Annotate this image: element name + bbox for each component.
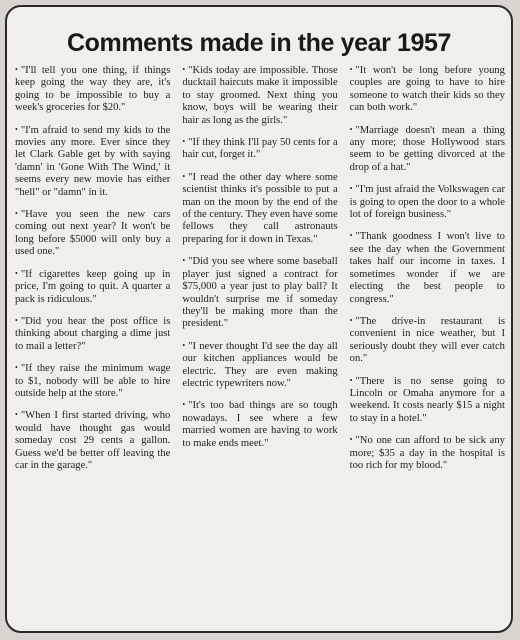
bullet-icon: • xyxy=(15,209,18,219)
bullet-icon: • xyxy=(15,363,18,373)
bullet-icon: • xyxy=(349,184,353,194)
bullet-icon: • xyxy=(182,65,186,74)
bullet-icon: • xyxy=(15,268,18,278)
quote-item: • "There is no sense going to Lincoln or Omaha anymore for a weekend. It costs nearly $15 a night to stay in a hotel." xyxy=(349,375,505,424)
quote-item: • "Did you hear the post office is thinking about charging a dime just to mail a letter?" xyxy=(15,315,171,352)
bullet-icon: • xyxy=(182,256,186,266)
article-title: Comments made in the year 1957 xyxy=(67,29,451,57)
quote-item: • "I read the other day where some scientist thinks it's possible to put a man on the moon by the end of the of the century. They even have some fellows they call astronauts preparing for it down in Texas." xyxy=(182,171,338,245)
bullet-icon: • xyxy=(15,124,18,134)
quote-item: • "The drive-in restaurant is convenient in nice weather, but I seriously doubt they will ever catch on." xyxy=(349,315,505,365)
quote-item: • "If cigarettes keep going up in price, I'm going to quit. A quarter a pack is ridiculous." xyxy=(15,268,171,305)
quote-item: • "If they raise the minimum wage to $1, nobody will be able to hire outside help at the store." xyxy=(15,363,171,399)
bullet-icon: • xyxy=(182,340,186,350)
quote-item: • "It's too bad things are so tough nowadays. I see where a few married women are having to work to make ends meet." xyxy=(182,400,338,449)
quote-item: • "Marriage doesn't mean a thing any more; those Hollywood stars seem to be getting divorced at the drop of a hat." xyxy=(349,124,505,173)
quote-item: • "When I first started driving, who would have thought gas would someday cost 29 cents a gallon. Guess we'd be better off leaving the car in the garage." xyxy=(15,410,171,471)
quote-item: • "It won't be long before young couples are going to have to hire someone to watch their kids so they can both work." xyxy=(349,65,505,114)
bullet-icon: • xyxy=(182,400,186,410)
quote-item: • "No one can afford to be sick any more; $35 a day in the hospital is too rich for my blood." xyxy=(349,435,505,471)
column-2 xyxy=(182,65,337,627)
newspaper-clipping xyxy=(5,5,513,633)
bullet-icon: • xyxy=(349,435,353,445)
quote-item: • "I never thought I'd see the day all our kitchen appliances would be electric. They are even making electric typewriters now." xyxy=(182,340,338,389)
bullet-icon: • xyxy=(349,124,353,134)
quote-item: • "Thank goodness I won't live to see the day when the Government takes half our income in taxes. I sometimes wonder if we are electing the best people to congress." xyxy=(349,231,505,305)
bullet-icon: • xyxy=(182,137,186,147)
column-1 xyxy=(15,65,170,627)
bullet-icon: • xyxy=(349,231,353,241)
quote-item: • "Kids today are impossible. Those ducktail haircuts make it impossible to stay groomed. Next thing you know, boys will be wearing their hair as long as the girls." xyxy=(182,65,338,126)
bullet-icon: • xyxy=(349,375,353,385)
bullet-icon: • xyxy=(15,315,18,325)
quote-item: • "I'm afraid to send my kids to the movies any more. Ever since they let Clark Gable get by with saying 'damn' in 'Gone With The Wind,' it seems every new movie has either "hell" or "damn" in it. xyxy=(15,124,171,198)
quote-item: • "I'll tell you one thing, if things keep going the way they are, it's going to be impossible to buy a week's groceries for $20." xyxy=(15,65,171,114)
column-3 xyxy=(350,65,505,627)
quote-item: • "If they think I'll pay 50 cents for a hair cut, forget it." xyxy=(182,137,338,161)
bullet-icon: • xyxy=(15,65,18,74)
quote-item: • "I'm just afraid the Volkswagen car is going to open the door to a whole lot of foreign business." xyxy=(349,184,505,221)
bullet-icon: • xyxy=(349,65,353,74)
quote-columns xyxy=(15,65,505,627)
quote-item: • "Have you seen the new cars coming out next year? It won't be long before $5000 will only buy a used one." xyxy=(15,209,171,258)
quote-item: • "Did you see where some baseball player just signed a contract for $75,000 a year just to play ball? It wouldn't surprise me if someday they'll be making more than the president." xyxy=(182,256,338,330)
bullet-icon: • xyxy=(349,315,353,325)
bullet-icon: • xyxy=(182,171,186,181)
bullet-icon: • xyxy=(15,410,18,420)
